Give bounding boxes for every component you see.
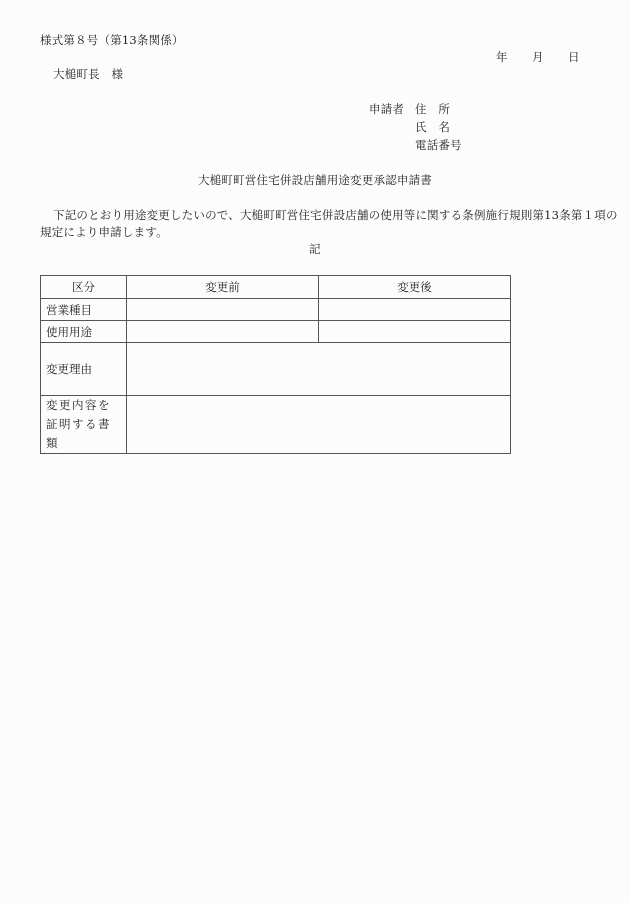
table-row <box>41 396 511 454</box>
table-header-row <box>41 276 511 299</box>
row-label-reason: 変更理由 <box>41 343 127 396</box>
supporting-documents-cell[interactable] <box>127 396 511 454</box>
business-type-before-cell[interactable] <box>127 299 319 321</box>
reason-cell[interactable] <box>127 343 511 396</box>
usage-before-cell[interactable] <box>127 321 319 343</box>
date-day: 日 <box>568 50 580 64</box>
date-year: 年 <box>496 50 508 64</box>
date-line <box>496 50 580 64</box>
applicant-label: 申請者 <box>369 102 405 116</box>
body-text: 下記のとおり用途変更したいので、大槌町町営住宅併設店舗の使用等に関する条例施行規則第13条第１項の規定により申請します。 <box>40 208 618 239</box>
form-number: 様式第８号（第13条関係） <box>40 33 184 47</box>
applicant-phone-label: 電話番号 <box>415 138 462 152</box>
row-label-usage: 使用用途 <box>41 321 127 343</box>
document-title: 大槌町町営住宅併設店舗用途変更承認申請書 <box>198 173 432 187</box>
table-row <box>41 321 511 343</box>
row-label-business-type: 営業種目 <box>41 299 127 321</box>
table-row <box>41 299 511 321</box>
header-category: 区分 <box>41 276 127 299</box>
applicant-fields <box>415 102 462 156</box>
row-label-supporting-documents: 変更内容を証明する書類 <box>41 396 127 454</box>
business-type-after-cell[interactable] <box>319 299 511 321</box>
change-table <box>40 275 511 454</box>
date-month: 月 <box>532 50 544 64</box>
header-after: 変更後 <box>319 276 511 299</box>
header-before: 変更前 <box>127 276 319 299</box>
addressee: 大槌町長 様 <box>53 67 124 81</box>
applicant-name-label: 氏 名 <box>415 120 451 134</box>
ki-heading: 記 <box>309 242 321 256</box>
usage-after-cell[interactable] <box>319 321 511 343</box>
table-row <box>41 343 511 396</box>
applicant-address-label: 住 所 <box>415 102 451 116</box>
